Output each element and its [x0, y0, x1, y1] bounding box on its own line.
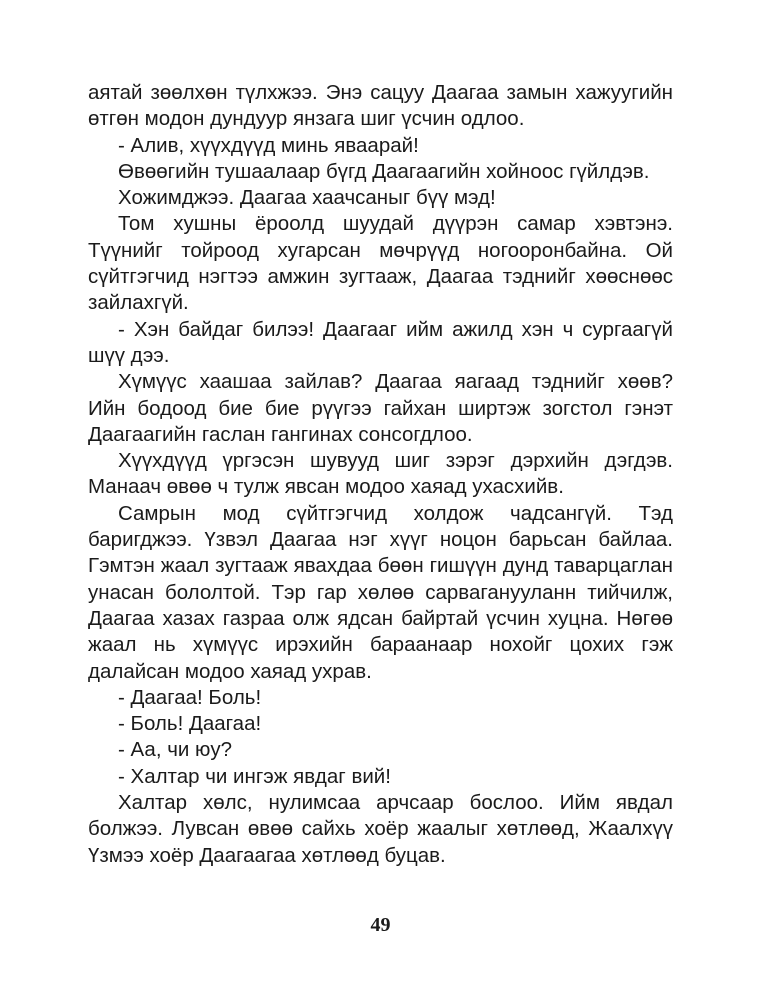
paragraph-13: - Халтар чи ингэж явдаг вий! — [118, 764, 391, 788]
paragraph-6: - Хэн байдаг билээ! Даагааг ийм ажилд хэн ч сургаагүй шүү дээ. — [88, 317, 673, 367]
paragraph-10: - Даагаа! Боль! — [118, 685, 262, 709]
body-text — [88, 80, 673, 869]
paragraph-12: - Аа, чи юу? — [118, 738, 233, 762]
paragraph-2: - Алив, хүүхдүүд минь яваарай! — [118, 133, 419, 157]
paragraph-7: Хүмүүс хаашаа зайлав? Даагаа яагаад тэднийг хөөв? Ийн бодоод бие бие рүүгээ гайхан ширтэж зогстол гэнэт Даагаагийн гаслан гангинах сонсогдлоо. — [88, 370, 673, 446]
paragraph-8: Хүүхдүүд үргэсэн шувууд шиг зэрэг дэрхийн дэгдэв. Манаач өвөө ч тулж явсан модоо хаяад ухасхийв. — [88, 449, 673, 499]
page-number: 49 — [370, 914, 391, 936]
paragraph-1: аятай зөөлхөн түлхжээ. Энэ сацуу Даагаа замын хажуугийн өтгөн модон дундуур янзага шиг үсчин одлоо. — [88, 81, 673, 131]
paragraph-9: Самрын мод сүйтгэгчид холдож чадсангүй. Тэд баригджээ. Үзвэл Даагаа нэг хүүг ноцон барьсан байлаа. Гэмтэн жаал зугтааж явахдаа бөөн гишүүн дунд таварцаглан унасан бололтой. Тэр гар хөлөө сарваганууланн тийчилж, Даагаа хазах газраа олж ядсан байртай үсчин хуцна. Нөгөө жаал нь хүмүүс ирэхийн бараанаар нохойг цохих гэж далайсан модоо хаяад ухрав. — [88, 501, 673, 683]
paragraph-5: Том хушны ёроолд шуудай дүүрэн самар хэвтэнэ. Түүнийг тойроод хугарсан мөчрүүд ногооронбайна. Ой сүйтгэгчид нэгтээ амжин зугтааж, Даагаа тэднийг хөөснөөс зайлахгүй. — [88, 212, 673, 315]
paragraph-3: Өвөөгийн тушаалаар бүгд Даагаагийн хойноос гүйлдэв. — [118, 159, 650, 183]
paragraph-11: - Боль! Даагаа! — [118, 712, 262, 736]
paragraph-14: Халтар хөлс, нулимсаа арчсаар бослоо. Ийм явдал болжээ. Лувсан өвөө сайхь хоёр жаалыг хөтлөөд, Жаалхүү Үзмээ хоёр Даагаагаа хөтлөөд буцав. — [88, 791, 673, 867]
paragraph-4: Хожимджээ. Даагаа хаачсаныг бүү мэд! — [118, 186, 496, 210]
